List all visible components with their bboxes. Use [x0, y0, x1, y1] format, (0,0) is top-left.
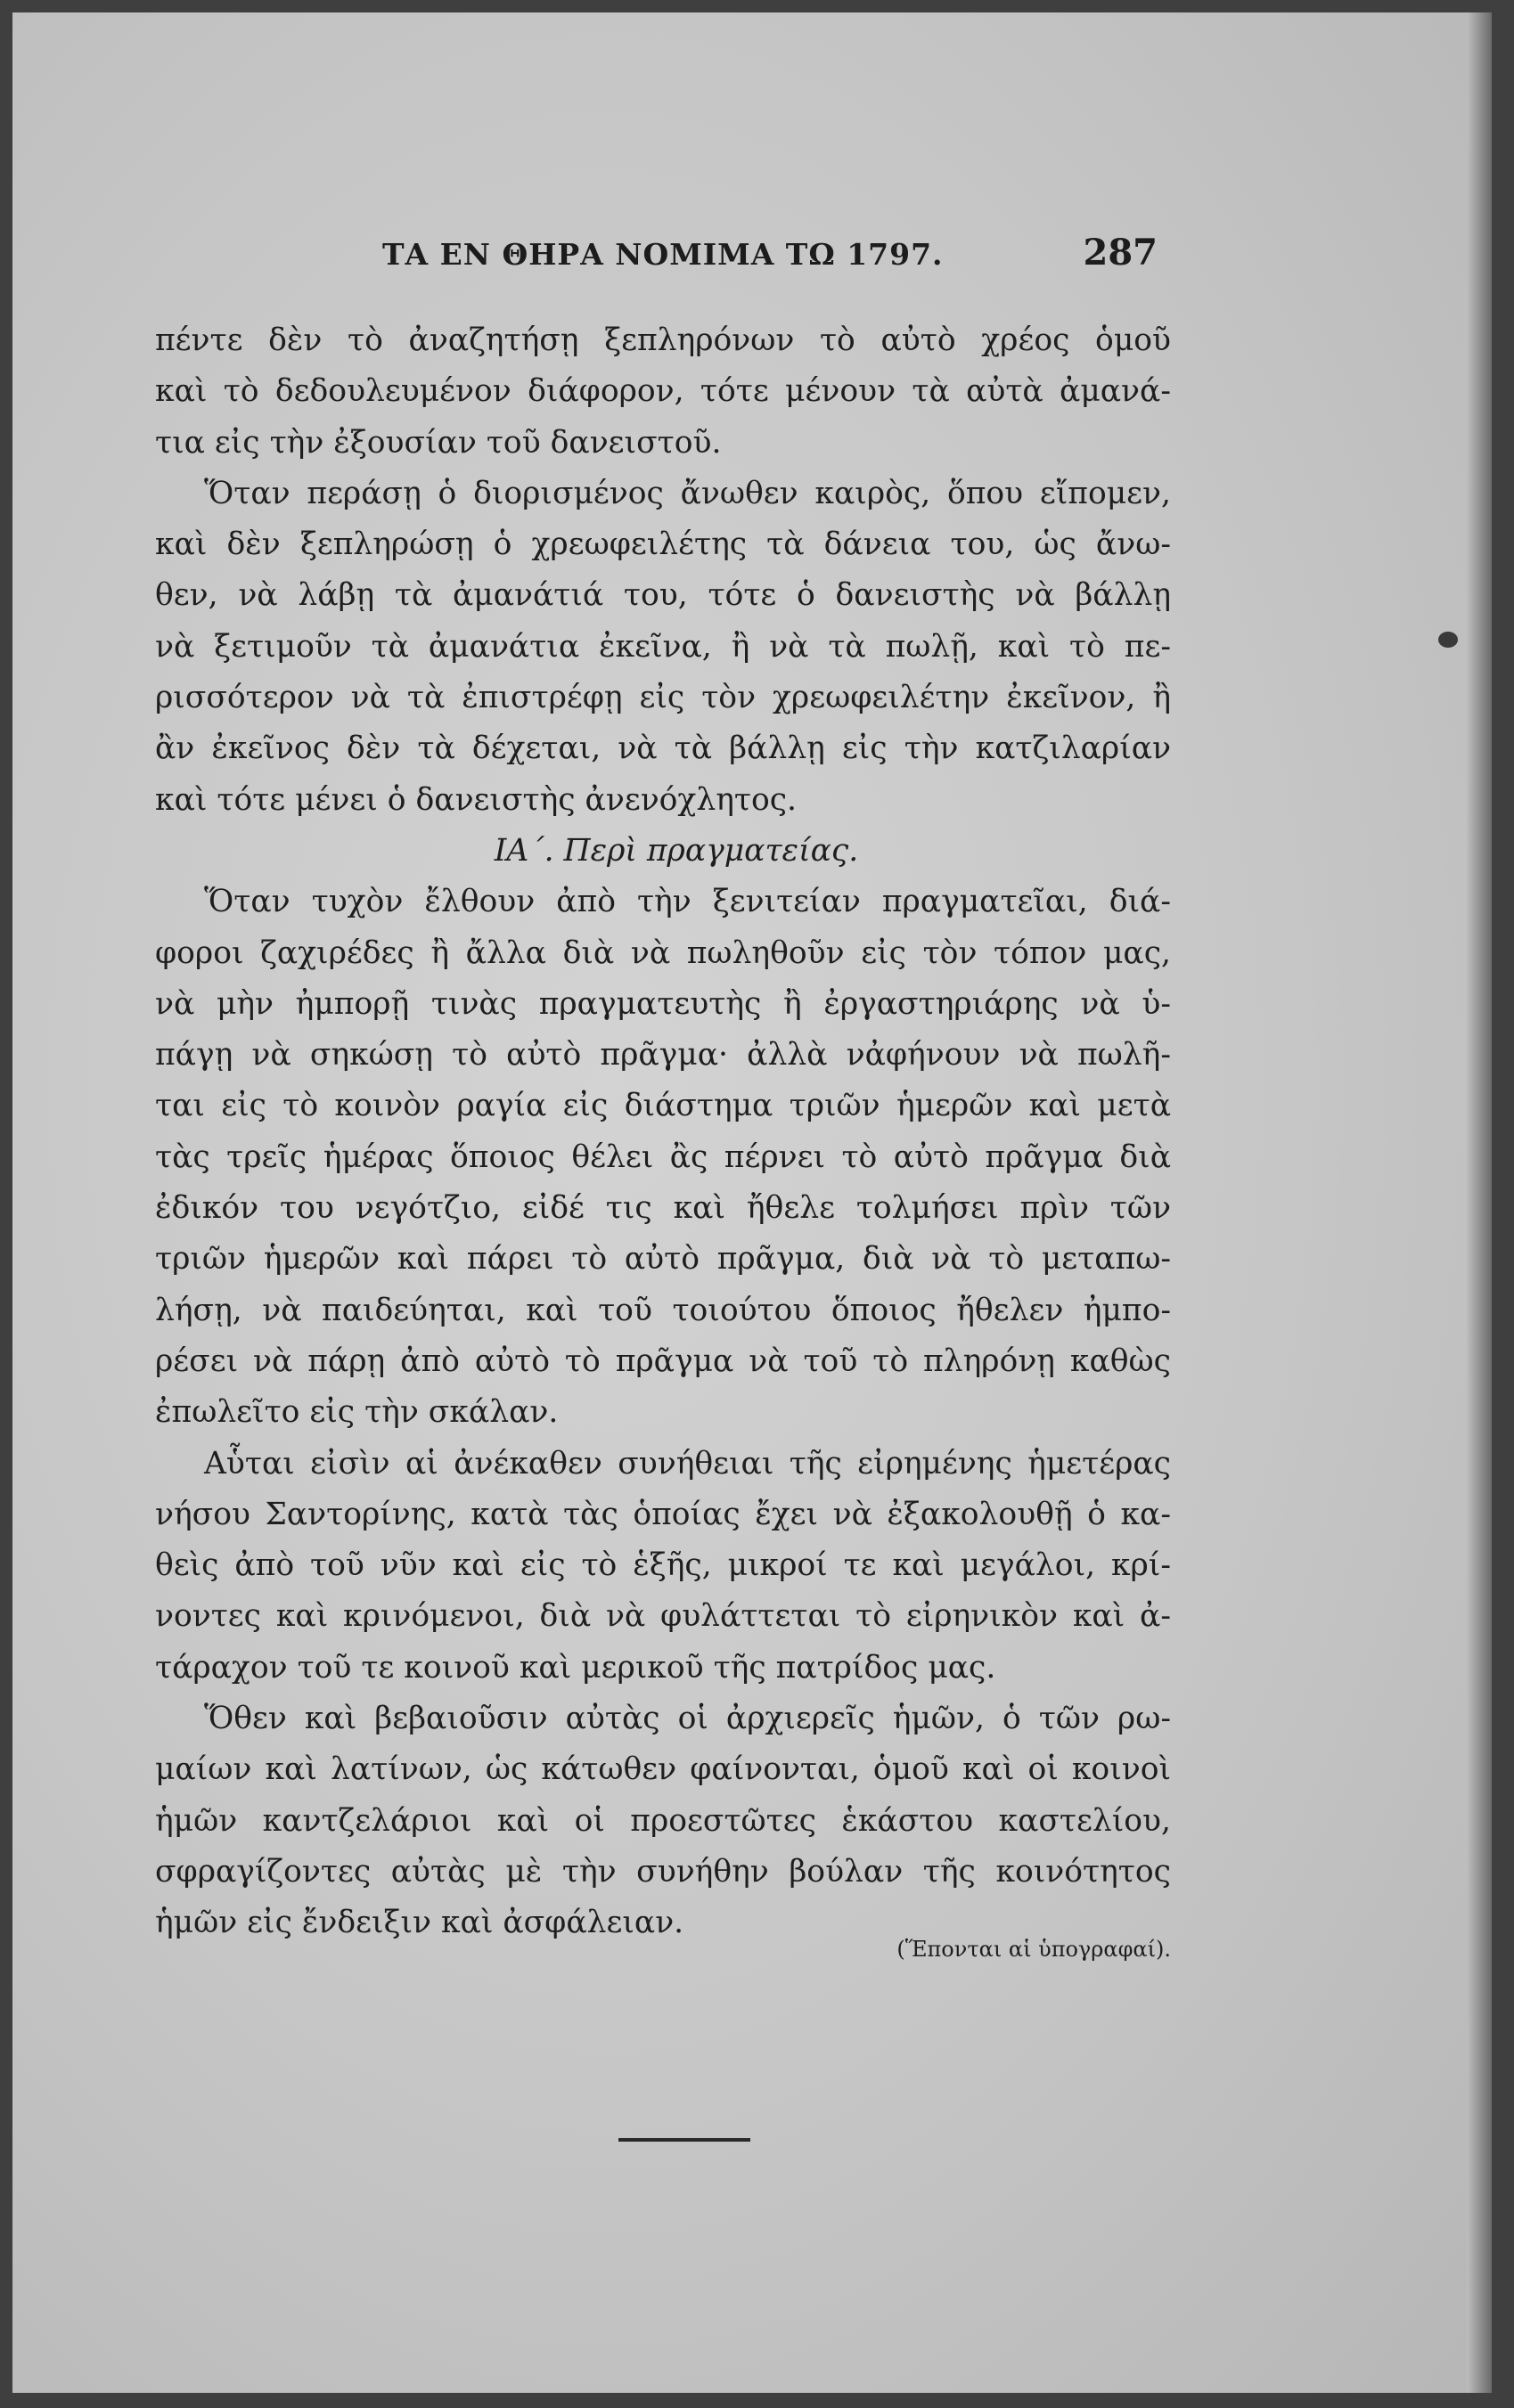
page-number: 287: [1083, 232, 1158, 273]
text-line: τὰς τρεῖς ἡμέρας ὅποιος θέλει ἂς πέρνει τὸ αὐτὸ πρᾶγμα διὰ: [155, 1139, 1171, 1175]
text-line: τριῶν ἡμερῶν καὶ πάρει τὸ αὐτὸ πρᾶγμα, διὰ νὰ τὸ μεταπω-: [155, 1241, 1171, 1277]
text-line: νήσου Σαντορίνης, κατὰ τὰς ὁποίας ἔχει νὰ ἐξακολουθῇ ὁ κα-: [155, 1496, 1171, 1532]
text-line: ἡμῶν εἰς ἔνδειξιν καὶ ἀσφάλειαν.: [155, 1905, 684, 1941]
running-title: ΤΑ ΕΝ ΘΗΡΑ ΝΟΜΙΜΑ ΤΩ 1797.: [382, 237, 944, 272]
text-line: τάραχον τοῦ τε κοινοῦ καὶ μερικοῦ τῆς πατρίδος μας.: [155, 1649, 996, 1686]
text-line: ἡμῶν καντζελάριοι καὶ οἱ προεστῶτες ἑκάστου καστελίου,: [155, 1802, 1171, 1839]
page-header: [382, 226, 1158, 289]
text-line: ἐδικόν του νεγότζιο, εἰδέ τις καὶ ἤθελε τολμήσει πρὶν τῶν: [155, 1190, 1171, 1227]
text-line: νὰ μὴν ἠμπορῇ τινὰς πραγματευτὴς ἢ ἐργαστηριάρης νὰ ὑ-: [155, 985, 1171, 1022]
body-text: [155, 315, 1171, 1967]
text-line: καὶ τότε μένει ὁ δανειστὴς ἀνενόχλητος.: [155, 781, 798, 818]
text-line: νοντες καὶ κρινόμενοι, διὰ νὰ φυλάττεται τὸ εἰρηνικὸν καὶ ἀ-: [155, 1598, 1171, 1635]
text-line: πέντε δὲν τὸ ἀναζητήσῃ ξεπληρόνων τὸ αὐτὸ χρέος ὁμοῦ: [155, 322, 1171, 358]
text-line: τια εἰς τὴν ἐξουσίαν τοῦ δανειστοῦ.: [155, 424, 722, 461]
text-line: ρέσει νὰ πάρῃ ἀπὸ αὐτὸ τὸ πρᾶγμα νὰ τοῦ τὸ πληρόνῃ καθὼς: [155, 1343, 1171, 1379]
text-line: πάγῃ νὰ σηκώσῃ τὸ αὐτὸ πρᾶγμα· ἀλλὰ νἀφήνουν νὰ πωλῆ-: [155, 1037, 1171, 1073]
signatures-note: (Ἕπονται αἱ ὑπογραφαί).: [896, 1936, 1171, 1962]
book-page: [12, 12, 1492, 2393]
text-line: ρισσότερον νὰ τὰ ἐπιστρέφῃ εἰς τὸν χρεωφειλέτην ἐκεῖνον, ἢ: [155, 680, 1171, 716]
text-line: λήσῃ, νὰ παιδεύηται, καὶ τοῦ τοιούτου ὅποιος ἤθελεν ἠμπο-: [155, 1292, 1171, 1328]
text-line: Ὅταν τυχὸν ἔλθουν ἀπὸ τὴν ξενιτείαν πραγματεῖαι, διά-: [204, 884, 1171, 920]
page-edge-shadow: [1467, 12, 1492, 2393]
text-line: ται εἰς τὸ κοινὸν ραγία εἰς διάστημα τριῶν ἡμερῶν καὶ μετὰ: [155, 1088, 1171, 1124]
text-line: θεν, νὰ λάβῃ τὰ ἀμανάτιά του, τότε ὁ δανειστὴς νὰ βάλλῃ: [155, 577, 1171, 614]
text-line: Αὗται εἰσὶν αἱ ἀνέκαθεν συνήθειαι τῆς εἰρημένης ἡμετέρας: [204, 1445, 1171, 1482]
text-line: νὰ ξετιμοῦν τὰ ἀμανάτια ἐκεῖνα, ἢ νὰ τὰ πωλῇ, καὶ τὸ πε-: [155, 628, 1171, 665]
text-line: ἐπωλεῖτο εἰς τὴν σκάλαν.: [155, 1394, 559, 1431]
text-line: ἂν ἐκεῖνος δὲν τὰ δέχεται, νὰ τὰ βάλλῃ εἰς τὴν κατζιλαρίαν: [155, 731, 1171, 767]
section-divider: [618, 2138, 750, 2142]
text-line: θεὶς ἀπὸ τοῦ νῦν καὶ εἰς τὸ ἑξῆς, μικροί τε καὶ μεγάλοι, κρί-: [155, 1547, 1171, 1584]
text-line: Ὅθεν καὶ βεβαιοῦσιν αὐτὰς οἱ ἀρχιερεῖς ἡμῶν, ὁ τῶν ρω-: [204, 1701, 1171, 1737]
text-line: φοροι ζαχιρέδες ἢ ἄλλα διὰ νὰ πωληθοῦν εἰς τὸν τόπον μας,: [155, 935, 1171, 971]
text-line: μαίων καὶ λατίνων, ὡς κάτωθεν φαίνονται, ὁμοῦ καὶ οἱ κοινοὶ: [155, 1751, 1171, 1788]
section-heading: ΙΑ΄. Περὶ πραγματείας.: [494, 832, 859, 869]
text-line: σφραγίζοντες αὐτὰς μὲ τὴν συνήθην βούλαν τῆς κοινότητος: [155, 1853, 1171, 1890]
text-line: καὶ τὸ δεδουλευμένον διάφορον, τότε μένουν τὰ αὐτὰ ἀμανά-: [155, 373, 1171, 410]
text-line: Ὅταν περάσῃ ὁ διορισμένος ἄνωθεν καιρὸς, ὅπου εἴπομεν,: [204, 475, 1171, 511]
text-line: καὶ δὲν ξεπληρώσῃ ὁ χρεωφειλέτης τὰ δάνεια του, ὡς ἄνω-: [155, 526, 1171, 563]
ink-smudge: [1438, 632, 1458, 648]
